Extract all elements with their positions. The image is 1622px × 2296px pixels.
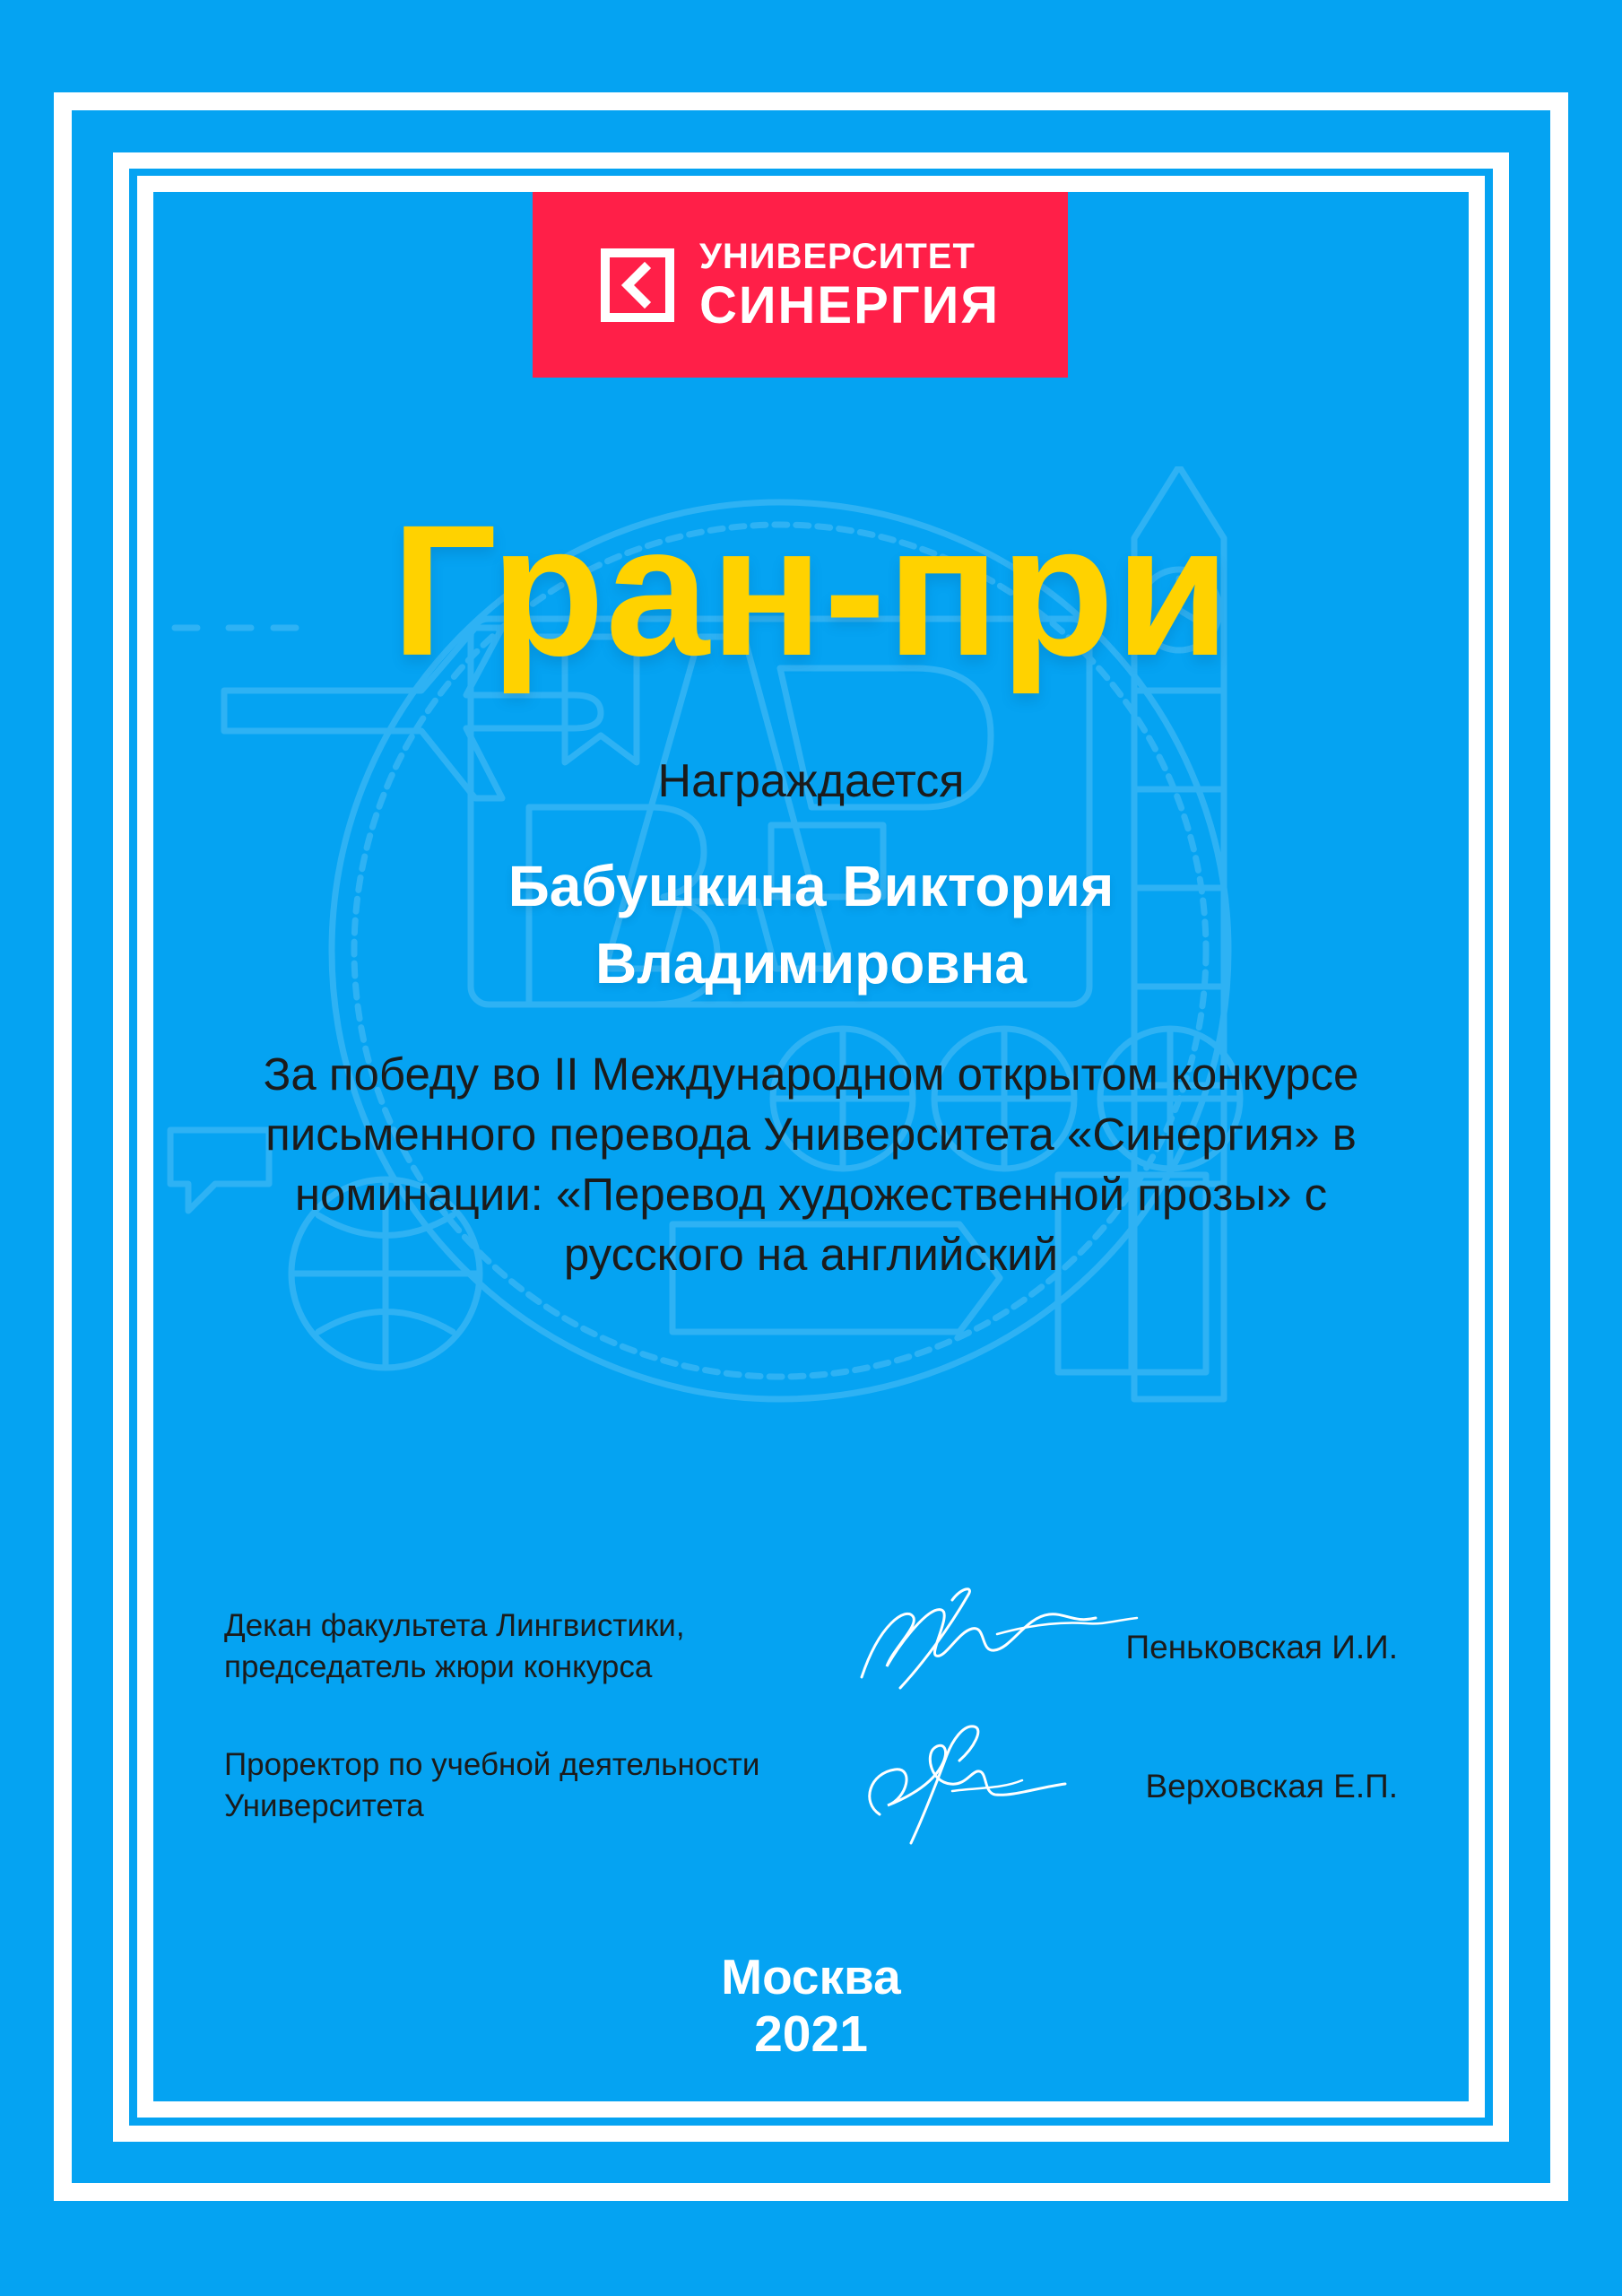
signatory-name: Верховская Е.П. bbox=[1145, 1768, 1398, 1805]
signatory-position: Декан факультета Лингвистики, председатель жюри конкурса bbox=[224, 1608, 685, 1684]
logo-line-1: УНИВЕРСИТЕТ bbox=[698, 236, 976, 276]
signatory-position: Проректор по учебной деятельности Университета bbox=[224, 1747, 760, 1823]
signatures-section bbox=[224, 1587, 1398, 1883]
logo-line-2: СИНЕРГИЯ bbox=[698, 275, 1001, 335]
award-description: За победу во II Международном открытом конкурсе письменного перевода Университета «Синергия» в номинации: «Перевод художественной прозы» с русского на английский bbox=[263, 1048, 1359, 1280]
synergy-logo-icon bbox=[601, 248, 674, 322]
signatory-row bbox=[224, 1587, 1398, 1704]
signatory-name: Пеньковская И.И. bbox=[1125, 1629, 1398, 1665]
signature-icon bbox=[830, 1709, 1153, 1843]
award-title: Гран-при bbox=[391, 487, 1231, 695]
signatory-row bbox=[224, 1726, 1398, 1843]
logo-text bbox=[698, 236, 1001, 335]
year: 2021 bbox=[754, 2005, 868, 2063]
city: Москва bbox=[721, 1949, 901, 2005]
recipient-name-line-1: Бабушкина Виктория bbox=[507, 854, 1115, 918]
recipient-name bbox=[0, 848, 1622, 1002]
synergy-logo bbox=[533, 192, 1068, 378]
awarded-label: Награждается bbox=[657, 755, 965, 807]
recipient-name-line-2: Владимировна bbox=[595, 931, 1027, 996]
signature-icon bbox=[830, 1570, 1153, 1704]
